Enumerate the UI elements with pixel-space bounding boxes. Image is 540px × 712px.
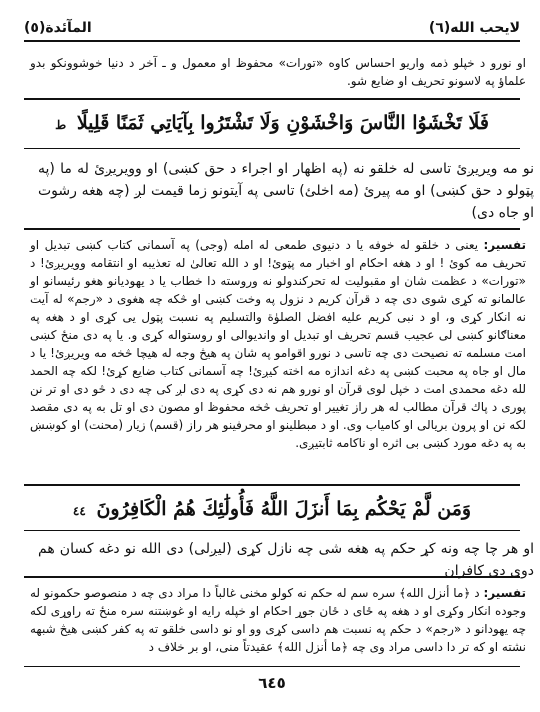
- tafsir-1: [24, 236, 532, 452]
- verse-2: [24, 490, 520, 530]
- header-juz-title: لايحب الله(٦): [428, 20, 520, 36]
- tafsir-1-text: يعنی د خلقو له خوفه يا د دنيوی طمعی له امله (وجی) په آسمانی كتاب كښی تبديل او تحريف مه كوئ ! او د هغه احكام او اخبار مه پټوئ! او د الله تعالیٰ له تعذيبه او انتقامه وويريږئ! د «تورات» د عظمت شان او مقبوليت له تحركندولو نه وروسته دا خطاب يا د يهوديانو هغو رئيسانو او عالمانو ته كړی شوی دی چه د قرآن كريم د نزول په وخت كښی او څكه چه هغوی د «رجم» له آيت نه انكار كړی و، او د نبی كريم عليه افضل الصلوٰة والتسليم په نسبت پټول يی كړی او د هغه په معناګانو كښی لی عجيب قسم تحريف او تبديل او وانديوالی او روستواله كړی و. يا په دی منځ كښی امت مسلمه ته نصيحت دی چه تاسی د نورو اقوامو په شان په هيڅ وجه له هيچا څخه مه ويريږئ! يا د مال او جاه په محبت كښی په دغه اندازه مه اخته كيږئ! چه آسمانی كتاب ضايع كړئ! لكه چه الحمد لله دغه محمدی امت د خپل لوی قرآن او نورو هم نه دی كړی په دی لږ كی چه دی د څو دی او تر نن پوری د پاك قرآن مطالب له هر راز تغيير او تحريف څخه محفوظ او مصون دی او تل به په دی مقصد لكه نن او پرون بريالی او كامياب وی. او د مبطلينو او محرفينو هر راز (قسم) زيار (محنت) او كوښښ به په دغه مورد كښی بی اثره او ناكامه ثابتيږی.: [30, 238, 526, 450]
- tafsir-1-label: تفسير:: [483, 238, 526, 252]
- page-header: [24, 10, 520, 36]
- verse1-top-rule: [24, 98, 520, 100]
- page-number: ٦٤٥: [258, 674, 286, 692]
- verse-1-waqf-mark: ط: [55, 118, 67, 132]
- translation-2: او هر چا چه ونه كړ حكم په هغه شی چه نازل كړی (ليږلی) دی الله نو دغه كسان هم دوی دی كافران: [38, 541, 534, 579]
- verse-1-text: فَلَا تَخْشَوُا النَّاسَ وَاخْشَوْنِ وَلَا تَشْتَرُوا بِآيَاتِي ثَمَنًا قَلِيلًا: [76, 112, 489, 134]
- header-rule: [24, 40, 520, 42]
- tafsir-2-label: تفسير:: [483, 586, 526, 600]
- tafsir2-top-rule: [24, 576, 520, 578]
- verse-2-number: ٤٤: [72, 504, 86, 518]
- verse-1: [24, 104, 520, 144]
- header-surah-title: المآئدة(٥): [24, 20, 92, 36]
- verse2-bottom-rule: [24, 530, 520, 531]
- verse2-top-rule: [24, 484, 520, 486]
- tafsir-2-text: د ﴿ما أنزل الله﴾ سره سم له حكم نه كولو مخنی غالباً دا مراد دی چه د منصوصو حكمونو له وجوده انكار وكړی او د هغه په ځای د ځان جوړ احكام او خپله رايه او غوښتنه سره منځ ته راوړی لكه چه يهودانو د «رجم» د حكم په نسبت هم داسی كړی وو او نو داسی خلقو ته په كفر كښی هيڅ شبهه نشته او كه تر دا داسی مراد وی چه ﴿ما أنزل الله﴾ عقيدتاً منی، او بر خلاف د: [30, 586, 526, 654]
- verse1-bottom-rule: [24, 148, 520, 149]
- translation-1: نو مه ويريږئ تاسی له خلقو نه (په اظهار او اجراء د حق كښی) او وويريږئ له ما (په پټولو د حق كښی) او مه پيرئ (مه اخلئ) تاسی په آيتونو زما قيمت لږ (چه هغه رشوت او جاه دی): [38, 161, 534, 221]
- tafsir1-top-rule: [24, 228, 520, 230]
- footer-rule: [24, 666, 520, 667]
- verse-2-text: وَمَن لَّمْ يَحْكُم بِمَا أَنزَلَ اللَّهُ فَأُولَٰئِكَ هُمُ الْكَافِرُونَ: [96, 498, 472, 520]
- intro-paragraph: او نورو د خپلو ذمه واريو احساس كاوه «تورات» محفوظ او معمول و ـ آخر د دنيا خوشوونكو بدو علماؤ په لاسونو تحريف او ضايع شو.: [30, 56, 526, 88]
- page: [24, 10, 534, 700]
- tafsir-2: [24, 584, 532, 656]
